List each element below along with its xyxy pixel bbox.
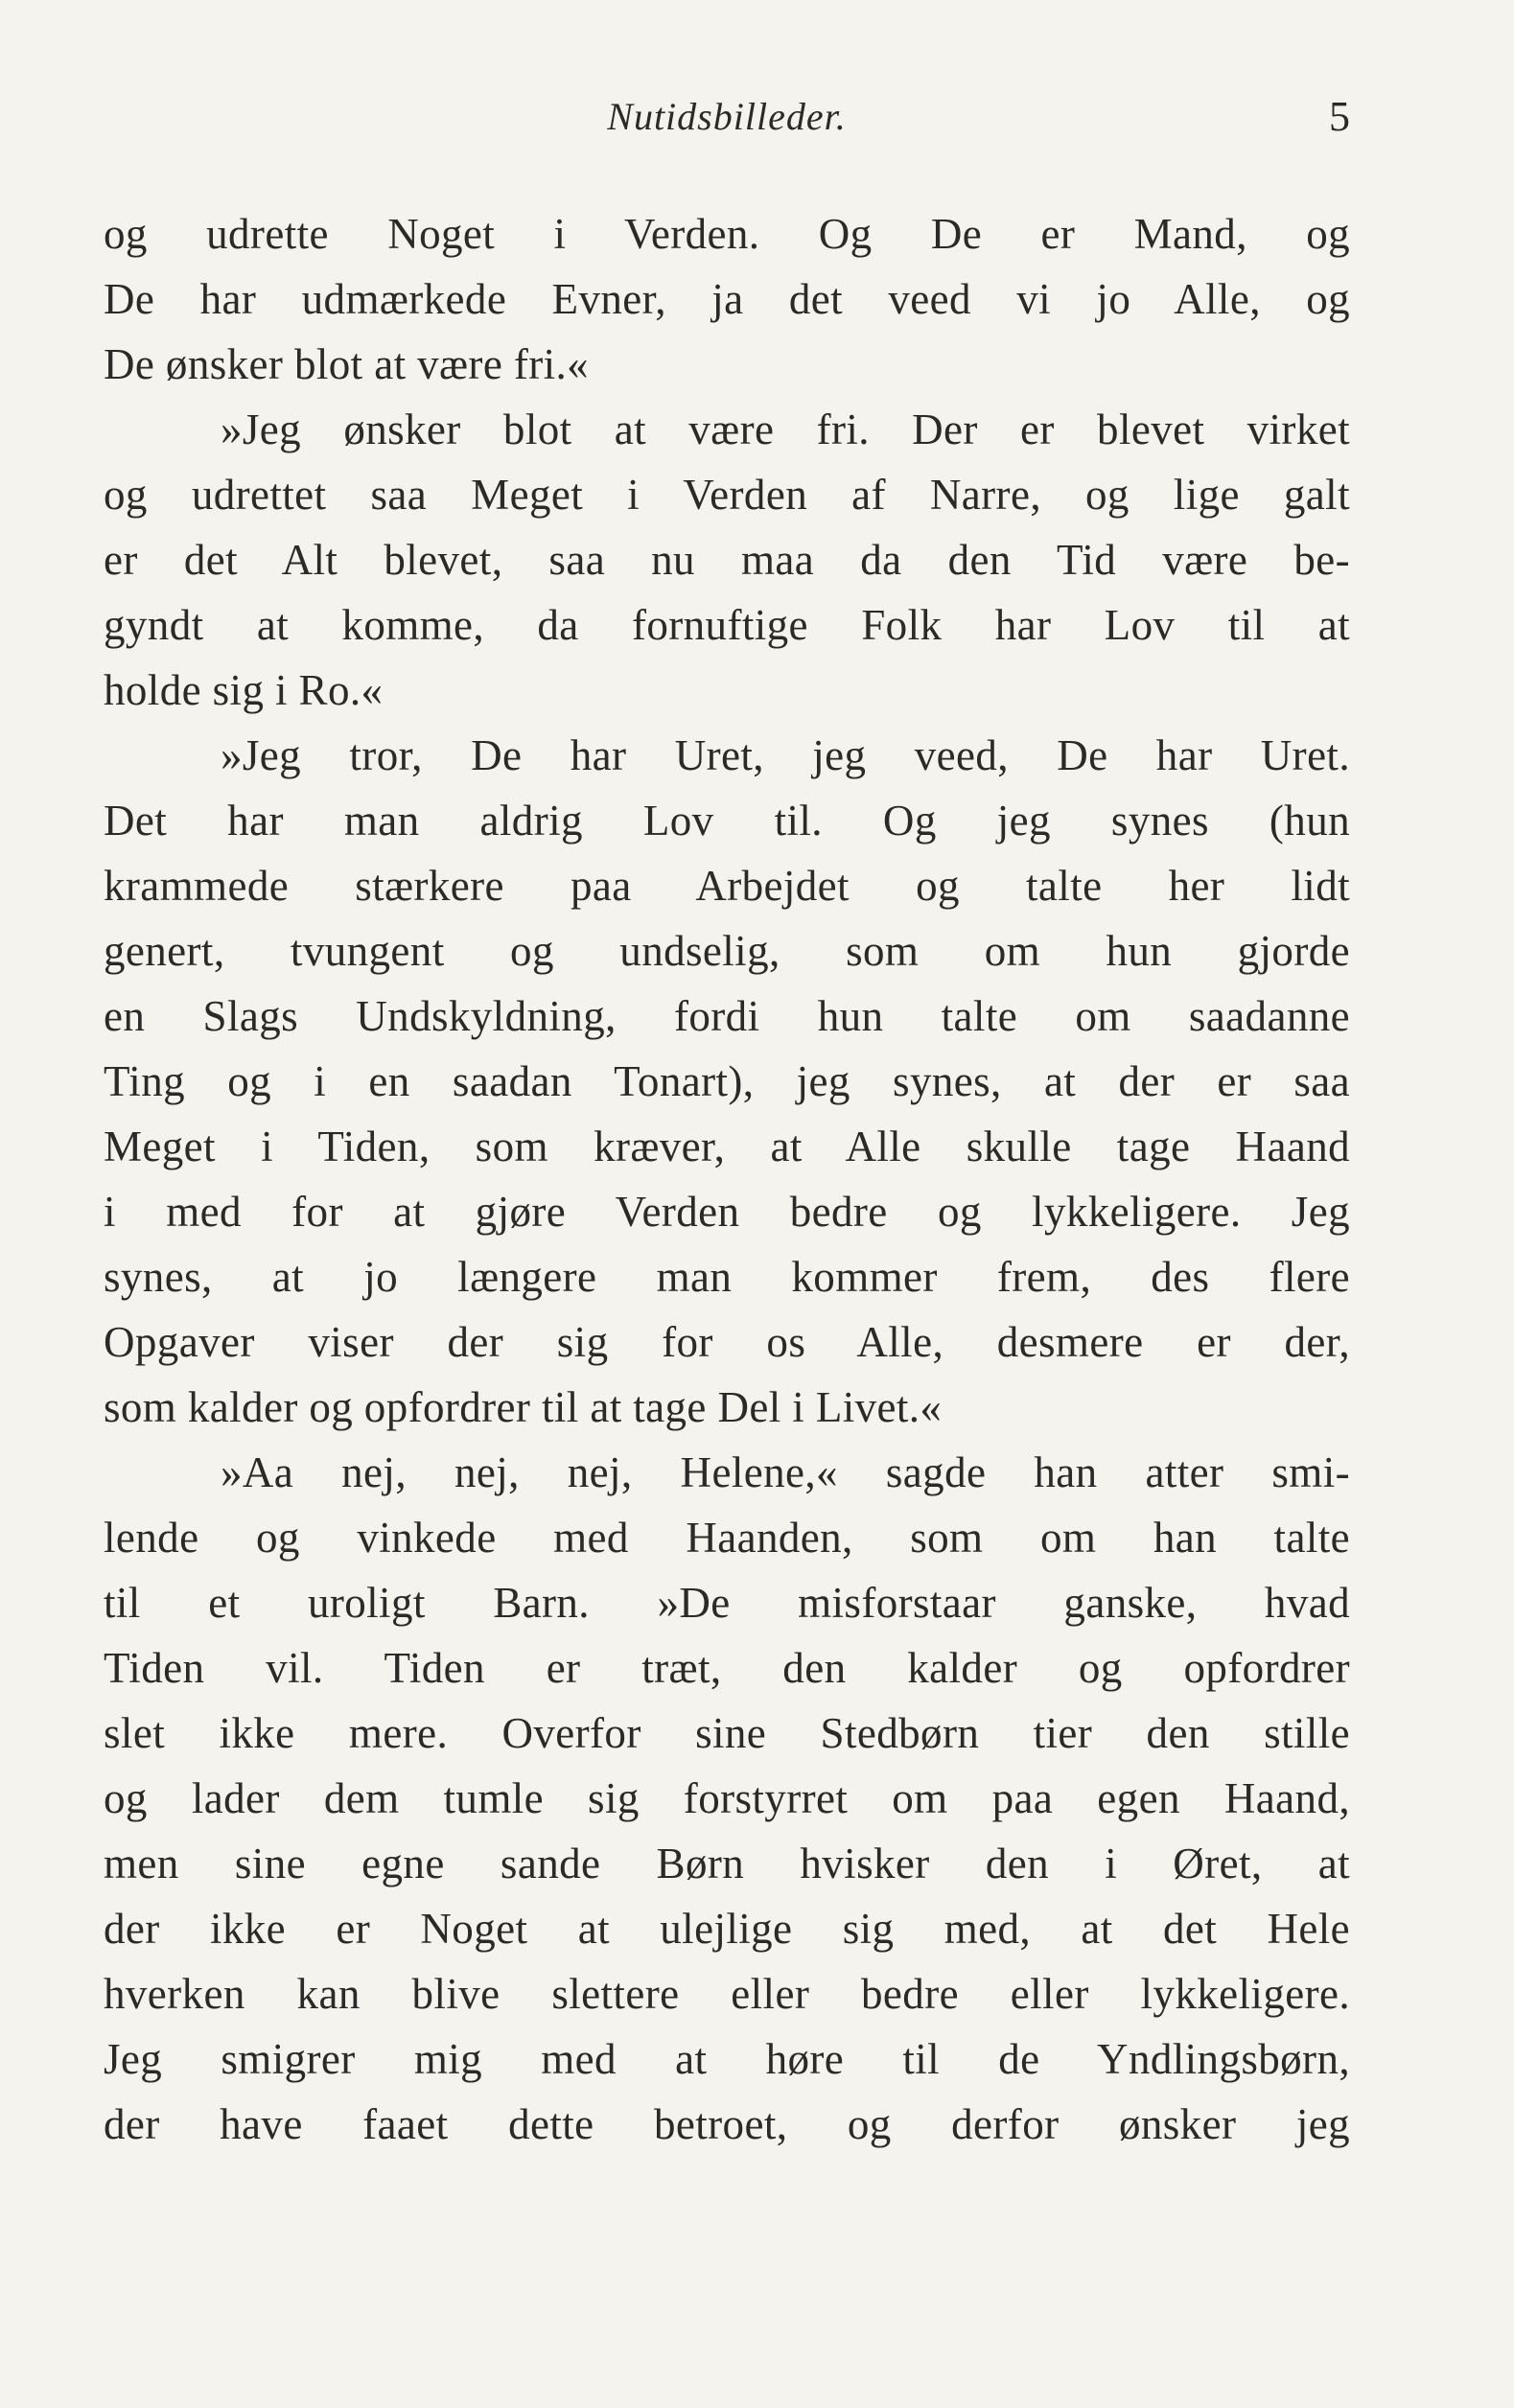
text-line: Ting og i en saadan Tonart), jeg synes, at der er saa <box>104 1057 1350 1105</box>
text-line: De har udmærkede Evner, ja det veed vi jo Alle, og <box>104 275 1350 323</box>
text-line: til et uroligt Barn. »De misforstaar ganske, hvad <box>104 1579 1350 1627</box>
page-number: 5 <box>1329 93 1350 140</box>
text-line: synes, at jo længere man kommer frem, des flere <box>104 1253 1350 1301</box>
text-line: Jeg smigrer mig med at høre til de Yndlingsbørn, <box>104 2035 1350 2083</box>
text-line: Det har man aldrig Lov til. Og jeg synes (hun <box>104 797 1350 845</box>
page-header <box>104 88 1350 146</box>
text-line: Meget i Tiden, som kræver, at Alle skulle tage Haand <box>104 1123 1350 1170</box>
text-line: hverken kan blive slettere eller bedre eller lykkeligere. <box>104 1970 1350 2018</box>
text-line: genert, tvungent og undselig, som om hun gjorde <box>104 927 1350 975</box>
text-line: De ønsker blot at være fri.« <box>104 340 590 388</box>
text-line: og lader dem tumle sig forstyrret om paa egen Haand, <box>104 1774 1350 1822</box>
text-line: som kalder og opfordrer til at tage Del i Livet.« <box>104 1383 943 1431</box>
text-line: Opgaver viser der sig for os Alle, desmere er der, <box>104 1318 1350 1366</box>
text-line: og udrettet saa Meget i Verden af Narre, og lige galt <box>104 471 1350 519</box>
text-line: gyndt at komme, da fornuftige Folk har Lov til at <box>104 601 1350 649</box>
text-line: Tiden vil. Tiden er træt, den kalder og opfordrer <box>104 1644 1350 1692</box>
text-line: er det Alt blevet, saa nu maa da den Tid være be- <box>104 536 1350 584</box>
text-line: slet ikke mere. Overfor sine Stedbørn tier den stille <box>104 1709 1350 1757</box>
running-title: Nutidsbilleder. <box>607 95 847 138</box>
text-line: »Jeg ønsker blot at være fri. Der er blevet virket <box>221 405 1350 453</box>
body-text <box>104 201 1350 2157</box>
text-line: holde sig i Ro.« <box>104 666 384 714</box>
text-line: krammede stærkere paa Arbejdet og talte her lidt <box>104 862 1350 910</box>
text-line: »Aa nej, nej, nej, Helene,« sagde han atter smi- <box>221 1448 1350 1496</box>
text-line: men sine egne sande Børn hvisker den i Øret, at <box>104 1840 1350 1887</box>
text-line: lende og vinkede med Haanden, som om han talte <box>104 1514 1350 1562</box>
text-line: der have faaet dette betroet, og derfor ønsker jeg <box>104 2100 1350 2148</box>
text-line: en Slags Undskyldning, fordi hun talte om saadanne <box>104 992 1350 1040</box>
text-line: »Jeg tror, De har Uret, jeg veed, De har Uret. <box>221 731 1350 779</box>
text-line: der ikke er Noget at ulejlige sig med, at det Hele <box>104 1905 1350 1953</box>
text-line: i med for at gjøre Verden bedre og lykkeligere. Jeg <box>104 1188 1350 1236</box>
text-line: og udrette Noget i Verden. Og De er Mand, og <box>104 210 1350 258</box>
